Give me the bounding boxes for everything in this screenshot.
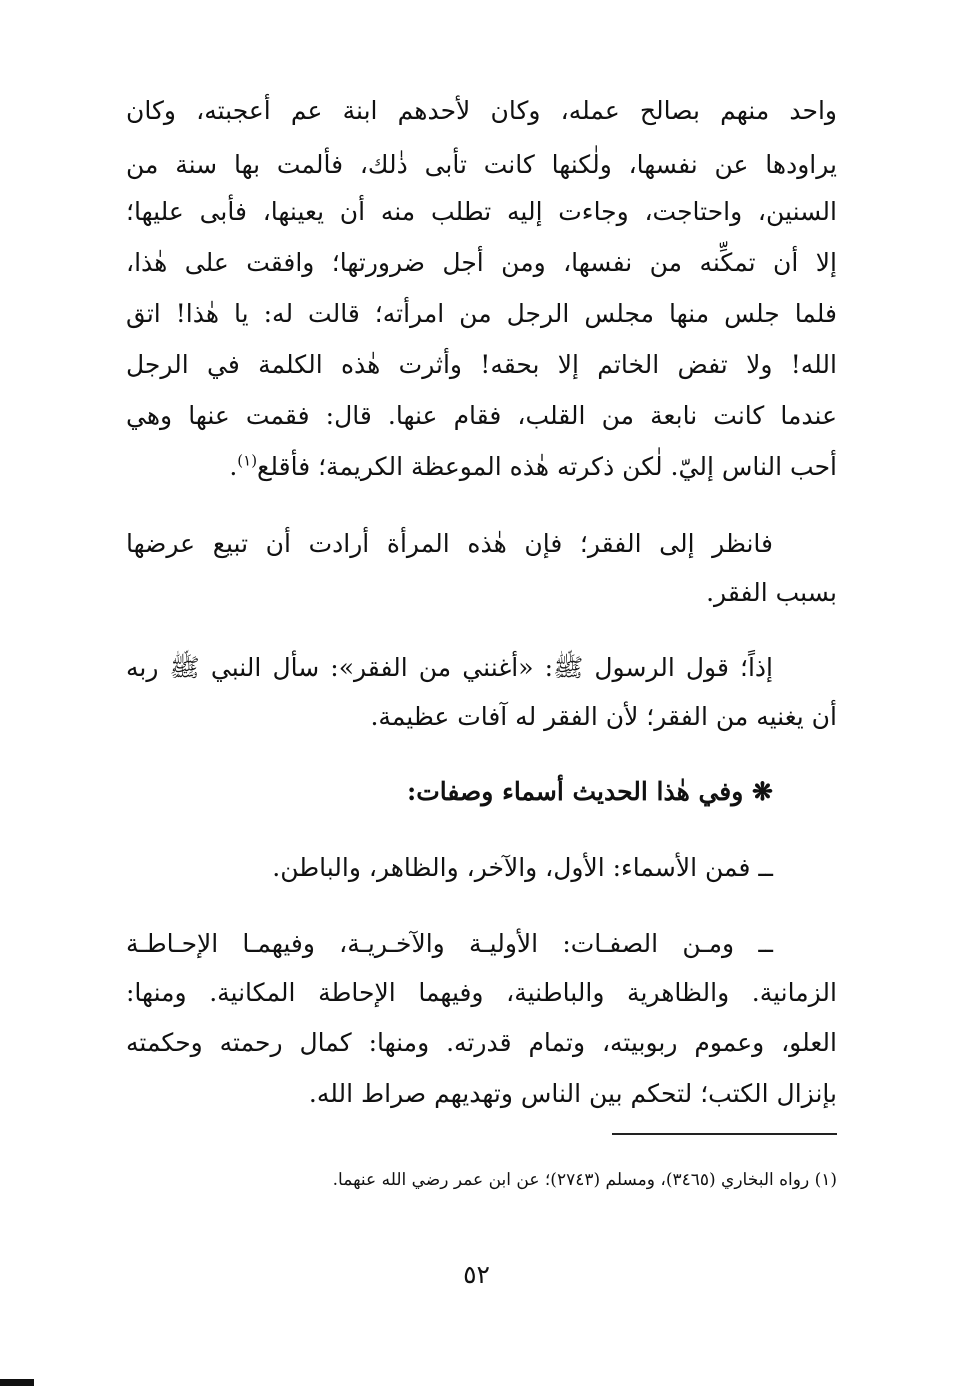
paragraph-line: بإنزال الكتب؛ لتحكم بين الناس وتهديهم صراط الله. — [308, 1079, 837, 1108]
scan-edge-mark — [0, 1379, 34, 1386]
paragraph-line: الزمانية. والظاهرية والباطنية، وفيهما الإحاطة المكانية. ومنها: — [126, 978, 837, 1007]
paragraph-line: الله! ولا تفض الخاتم إلا بحقه! وأثرت هٰذه الكلمة في الرجل — [126, 350, 837, 379]
paragraph-line: أن يغنيه من الفقر؛ لأن الفقر له آفات عظيمة. — [370, 702, 837, 731]
paragraph-line: بسبب الفقر. — [706, 578, 837, 607]
paragraph-line: فلما جلس منها مجلس الرجل من امرأته؛ قالت له: يا هٰذا! اتق — [126, 299, 837, 328]
paragraph-line: فانظر إلى الفقر؛ فإن هٰذه المرأة أرادت أن تبيع عرضها — [126, 529, 773, 558]
paragraph-line: إذاً؛ قول الرسول ﷺ: «أغنني من الفقر»: سأل النبي ﷺ ربه — [126, 653, 773, 682]
footnote-reference: (١) — [237, 451, 258, 470]
section-heading: ❋ وفي هٰذا الحديث أسماء وصفات: — [407, 777, 773, 806]
paragraph-last-line — [229, 447, 837, 487]
paragraph-line: السنين، واحتاجت، وجاءت إليه تطلب منه أن يعينها، فأبى عليها؛ — [126, 197, 837, 226]
paragraph-line: واحد منهم بصالح عمله، وكان لأحدهم ابنة عم أعجبته، وكان — [126, 96, 837, 125]
paragraph-line: عندما كانت نابعة من القلب، فقام عنها. قال: فقمت عنها وهي — [126, 401, 837, 430]
footnote-divider — [612, 1133, 837, 1135]
names-item: ــ فمن الأسماء: الأول، والآخر، والظاهر، والباطن. — [272, 853, 773, 882]
paragraph-line: إلا أن تمكِّنه من نفسها، ومن أجل ضرورتها؛ وافقت على هٰذا، — [126, 248, 837, 277]
paragraph-line: يراودها عن نفسها، ولٰكنها كانت تأبى ذٰلك، فألمت بها سنة من — [126, 150, 837, 179]
page-number: ٥٢ — [463, 1260, 490, 1289]
paragraph-line-text: أحب الناس إليّ. لٰكن ذكرته هٰذه الموعظة الكريمة؛ فأقلع — [257, 452, 837, 481]
paragraph-line-end: . — [229, 452, 238, 481]
paragraph-line: ــ ومـن الصفـات: الأوليـة والآخـريـة، وفيهمـا الإحـاطـة — [126, 929, 773, 958]
paragraph-line: العلو، وعموم ربوبيته، وتمام قدرته. ومنها: كمال رحمته وحكمته — [126, 1028, 837, 1057]
footnote: (١) رواه البخاري (٣٤٦٥)، ومسلم (٢٧٤٣)؛ عن ابن عمر رضي الله عنهما. — [332, 1170, 837, 1190]
